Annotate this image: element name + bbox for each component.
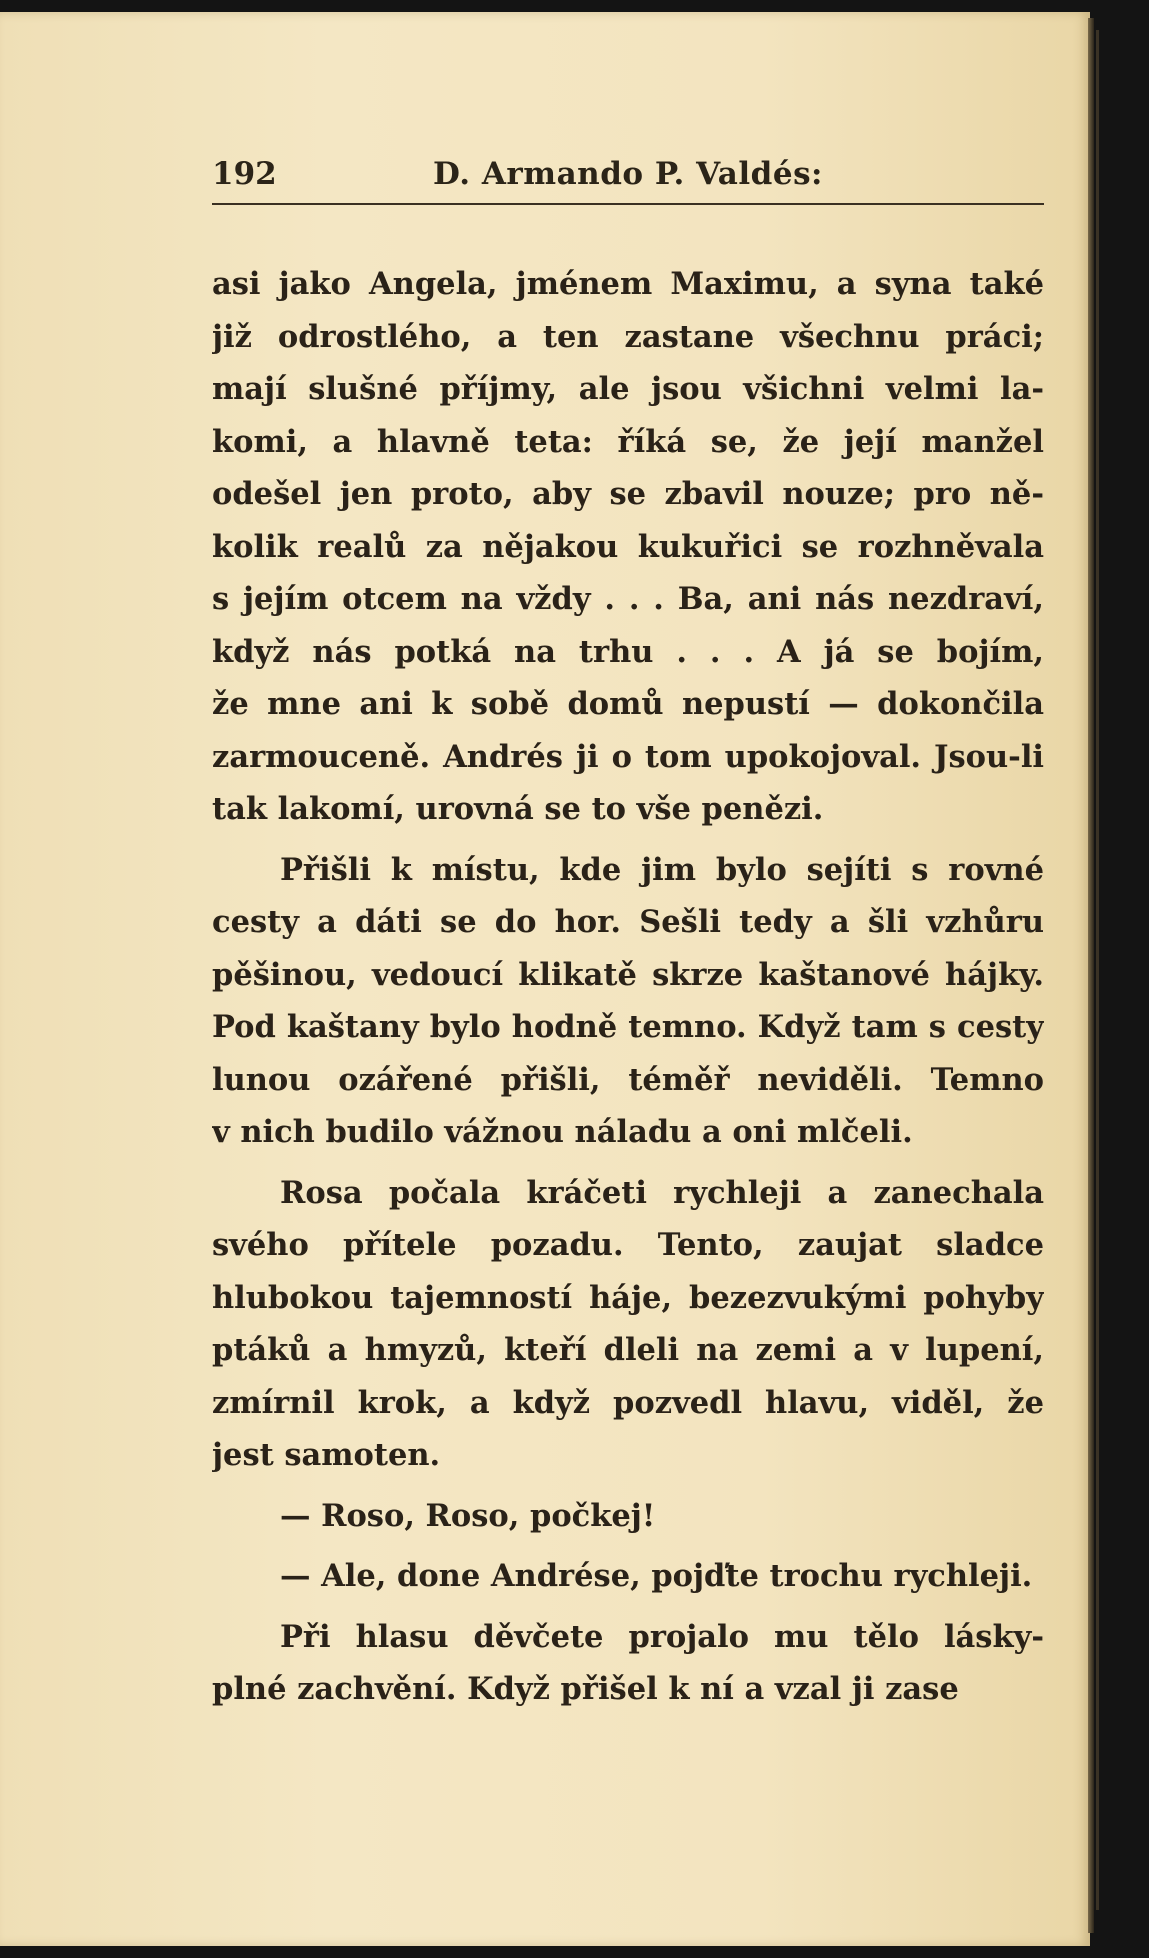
text-line: odešel jen proto, aby se zbavil nouze; pro ně- xyxy=(212,476,1044,512)
text-line: ptáků a hmyzů, kteří dleli na zemi a v lupení, xyxy=(212,1332,1044,1368)
text-line: zarmouceně. Andrés ji o tom upokojoval. Jsou-li xyxy=(212,738,1044,775)
paragraph xyxy=(212,1611,1044,1716)
paragraph-gap xyxy=(212,1603,1044,1611)
text-line: kolik realů za nějakou kukuřici se rozhněvala xyxy=(212,528,1044,565)
text-line: Pod kaštany bylo hodně temno. Když tam s cesty xyxy=(212,1009,1044,1045)
header-rule xyxy=(212,203,1044,205)
paragraph-gap xyxy=(212,1542,1044,1550)
text-line: lunou ozářené přišli, téměř neviděli. Temno xyxy=(212,1061,1044,1098)
text-line: mají slušné příjmy, ale jsou všichni velmi la- xyxy=(212,371,1044,407)
text-line: zmírnil krok, a když pozvedl hlavu, viděl, že xyxy=(212,1384,1044,1421)
paragraph xyxy=(212,844,1044,1159)
page-edge-shadow xyxy=(1096,30,1099,1910)
page-edge xyxy=(1088,18,1094,1933)
page-header xyxy=(212,150,1044,202)
text-line: Při hlasu děvčete projalo mu tělo lásky- xyxy=(280,1618,1044,1655)
body-text xyxy=(212,258,1044,1716)
paragraph xyxy=(212,1490,1044,1543)
text-line: cesty a dáti se do hor. Sešli tedy a šli vzhůru xyxy=(212,904,1044,940)
running-title: D. Armando P. Valdés: xyxy=(433,156,823,192)
text-line: Rosa počala kráčeti rychleji a zanechala xyxy=(280,1174,1044,1211)
text-line: — Roso, Roso, počkej! xyxy=(280,1497,656,1534)
paragraph-gap xyxy=(212,1482,1044,1490)
text-line: hlubokou tajemností háje, bezezvukými pohyby xyxy=(212,1279,1044,1316)
text-line: svého přítele pozadu. Tento, zaujat sladce xyxy=(212,1227,1044,1263)
text-line: komi, a hlavně teta: říká se, že její manžel xyxy=(212,423,1044,460)
text-line: již odrostlého, a ten zastane všechnu práci; xyxy=(212,318,1044,355)
text-line: Přišli k místu, kde jim bylo sejíti s rovné xyxy=(280,851,1044,888)
text-line: v nich budilo vážnou náladu a oni mlčeli. xyxy=(212,1114,913,1150)
paragraph-gap xyxy=(212,836,1044,844)
text-line: plné zachvění. Když přišel k ní a vzal ji zase xyxy=(212,1671,959,1707)
paragraph xyxy=(212,258,1044,836)
text-line: s jejím otcem na vždy . . . Ba, ani nás nezdraví, xyxy=(212,581,1044,617)
text-line: že mne ani k sobě domů nepustí — dokončila xyxy=(212,686,1044,722)
text-line: pěšinou, vedoucí klikatě skrze kaštanové hájky. xyxy=(212,956,1044,993)
text-line: asi jako Angela, jménem Maximu, a syna také xyxy=(212,266,1044,302)
text-line: tak lakomí, urovná se to vše penězi. xyxy=(212,791,824,827)
paragraph xyxy=(212,1550,1044,1603)
text-line: když nás potká na trhu . . . A já se bojím, xyxy=(212,633,1044,670)
page-number: 192 xyxy=(212,156,277,192)
text-line: jest samoten. xyxy=(212,1437,441,1473)
paragraph-gap xyxy=(212,1159,1044,1167)
text-line: — Ale, done Andrése, pojďte trochu rychleji. xyxy=(280,1558,1033,1594)
paragraph xyxy=(212,1167,1044,1482)
